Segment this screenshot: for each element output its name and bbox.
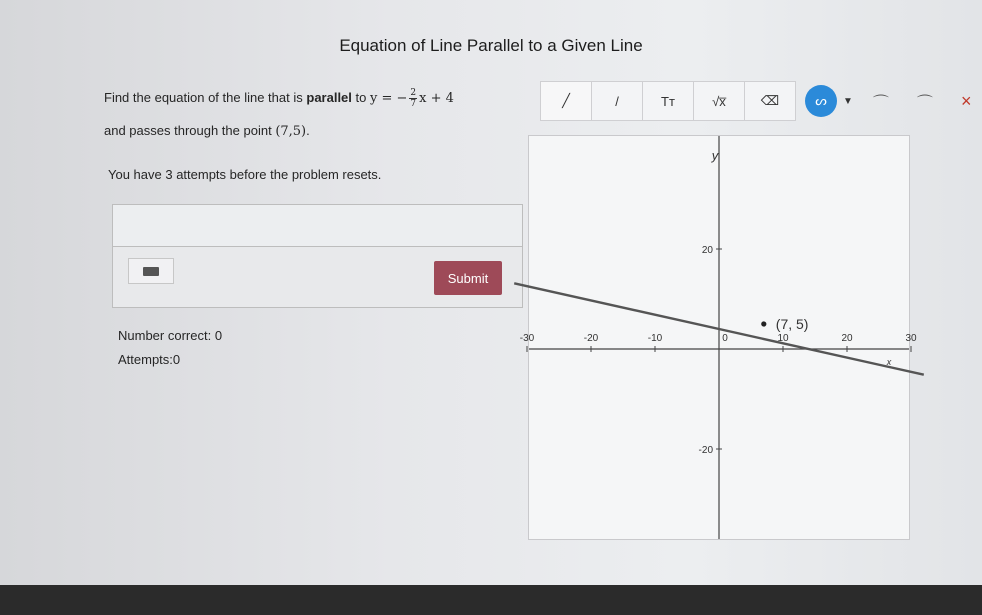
y-tick-label: -20	[698, 445, 713, 456]
answer-panel	[112, 204, 523, 308]
redo-icon[interactable]: ⌒	[916, 94, 933, 112]
equation-lhs: y = −	[370, 91, 408, 106]
attempts-value: 0	[172, 352, 181, 367]
number-correct	[118, 324, 222, 348]
x-tick-label: -10	[647, 333, 663, 344]
keyboard-icon	[143, 267, 159, 276]
eraser-tool[interactable]	[744, 81, 796, 121]
pen-color-icon: ᔕ	[815, 93, 827, 108]
chevron-down-icon[interactable]: ▼	[843, 95, 853, 107]
undo-icon[interactable]: ⌒	[872, 94, 889, 112]
taskbar	[0, 585, 982, 615]
line-tool[interactable]	[591, 81, 643, 121]
equation-tool[interactable]	[693, 81, 745, 121]
pencil-tool[interactable]	[540, 81, 592, 121]
toolbar-extras	[805, 85, 971, 117]
close-icon[interactable]: ×	[960, 90, 972, 111]
color-picker[interactable]	[805, 85, 837, 117]
x-axis-label: x	[886, 357, 892, 367]
y-tick-label: 20	[701, 245, 713, 256]
x-tick-label: -30	[519, 333, 535, 344]
problem-line-2	[104, 115, 454, 148]
given-point: (7,5)	[275, 124, 307, 139]
y-axis-label: y	[711, 148, 719, 163]
problem-text: .	[306, 123, 310, 138]
coordinate-graph[interactable]	[519, 136, 917, 539]
attempts-label: Attempts:	[118, 352, 173, 367]
number-correct-value: 0	[214, 328, 223, 343]
problem-text: to	[355, 90, 367, 105]
math-keyboard-button[interactable]	[128, 258, 174, 284]
problem-bold-word: parallel	[306, 90, 352, 105]
submit-button[interactable]: Submit	[434, 261, 502, 295]
problem-statement	[104, 82, 454, 148]
attempts-count	[118, 348, 222, 372]
x-tick-label: 0	[722, 333, 728, 344]
given-equation	[370, 88, 454, 109]
x-tick-label: 20	[841, 333, 853, 344]
page-title: Equation of Line Parallel to a Given Line	[339, 36, 643, 55]
stats	[118, 324, 222, 372]
pencil-icon: ╱	[562, 93, 570, 108]
graph-panel[interactable]	[519, 135, 917, 540]
drawing-toolbar	[540, 81, 971, 121]
number-correct-label: Number correct:	[118, 328, 212, 343]
fraction-numerator: 2	[410, 88, 417, 98]
problem-text: Find the equation of the line that is	[104, 90, 303, 105]
x-tick-label: 10	[777, 333, 789, 344]
point-label: (7, 5)	[775, 316, 809, 332]
eraser-icon: ⌫	[760, 93, 780, 108]
fraction-denominator: 7	[410, 99, 417, 109]
equation-rhs: x + 4	[419, 91, 454, 106]
x-tick-label: 30	[905, 333, 917, 344]
problem-text: and passes through the point	[104, 123, 272, 138]
problem-line-1	[104, 82, 454, 115]
slope-fraction	[409, 88, 417, 109]
sqrt-icon: √x̅	[712, 93, 726, 109]
x-tick-label: -20	[583, 333, 599, 344]
answer-input[interactable]	[113, 205, 522, 247]
line-icon: /	[615, 93, 619, 109]
text-tool-icon: Tт	[661, 93, 675, 109]
attempts-note: You have 3 attempts before the problem resets.	[108, 167, 382, 182]
point-marker	[761, 321, 766, 326]
text-tool[interactable]	[642, 81, 694, 121]
